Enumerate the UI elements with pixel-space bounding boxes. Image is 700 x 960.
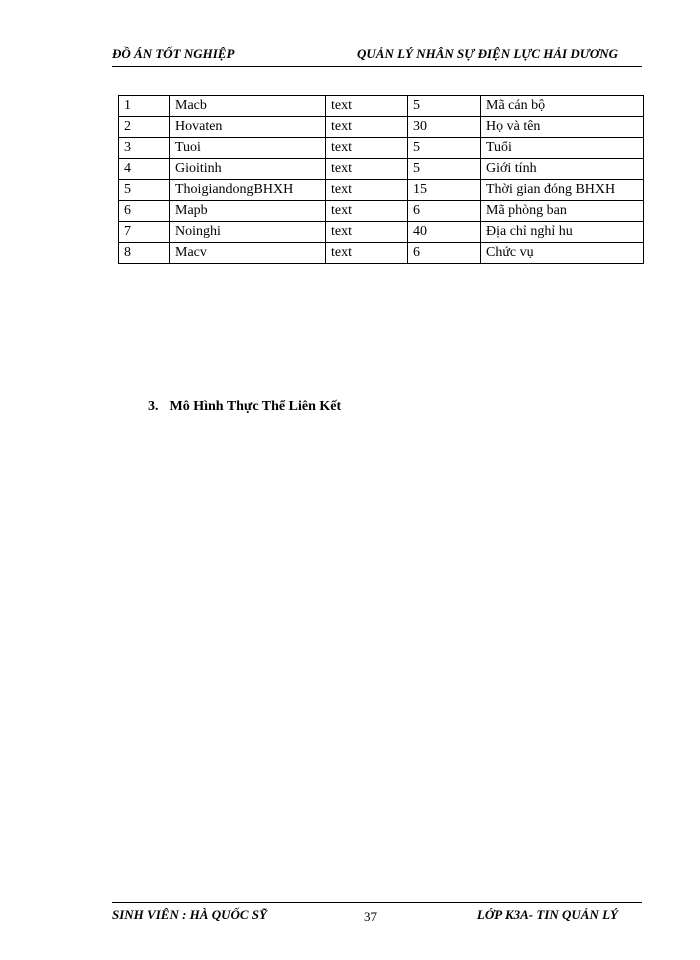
- field-name-cell: Macv: [170, 243, 326, 264]
- field-name-cell: ThoigiandongBHXH: [170, 180, 326, 201]
- table-row: [119, 201, 644, 222]
- row-number-cell: 6: [119, 201, 170, 222]
- footer-student: SINH VIÊN : HÀ QUỐC SỸ: [112, 907, 267, 922]
- field-name-cell: Hovaten: [170, 117, 326, 138]
- field-size-cell: 6: [408, 201, 481, 222]
- table-row: [119, 117, 644, 138]
- data-type-cell: text: [326, 180, 408, 201]
- field-size-cell: 5: [408, 159, 481, 180]
- data-type-cell: text: [326, 201, 408, 222]
- description-cell: Mã phòng ban: [481, 201, 644, 222]
- data-type-cell: text: [326, 96, 408, 117]
- header-right-title: QUẢN LÝ NHÂN SỰ ĐIỆN LỰC HẢI DƯƠNG: [357, 46, 618, 61]
- field-name-cell: Noinghi: [170, 222, 326, 243]
- table-row: [119, 138, 644, 159]
- data-type-cell: text: [326, 159, 408, 180]
- field-size-cell: 6: [408, 243, 481, 264]
- section-title: Mô Hình Thực Thể Liên Kết: [169, 399, 342, 414]
- description-cell: Mã cán bộ: [481, 96, 644, 117]
- row-number-cell: 7: [119, 222, 170, 243]
- field-size-cell: 5: [408, 138, 481, 159]
- data-type-cell: text: [326, 117, 408, 138]
- field-table-body: [119, 96, 644, 264]
- row-number-cell: 8: [119, 243, 170, 264]
- table-row: [119, 159, 644, 180]
- row-number-cell: 1: [119, 96, 170, 117]
- field-size-cell: 30: [408, 117, 481, 138]
- footer-class: LỚP K3A- TIN QUẢN LÝ: [476, 907, 618, 922]
- page-footer: [112, 902, 642, 923]
- row-number-cell: 5: [119, 180, 170, 201]
- table-row: [119, 96, 644, 117]
- field-name-cell: Mapb: [170, 201, 326, 222]
- table-row: [119, 180, 644, 201]
- data-type-cell: text: [326, 243, 408, 264]
- description-cell: Họ và tên: [481, 117, 644, 138]
- table-row: [119, 222, 644, 243]
- description-cell: Thời gian đóng BHXH: [481, 180, 644, 201]
- description-cell: Chức vụ: [481, 243, 644, 264]
- data-type-cell: text: [326, 138, 408, 159]
- description-cell: Tuổi: [481, 138, 644, 159]
- field-table: [118, 95, 644, 264]
- header-left-title: ĐỒ ÁN TỐT NGHIỆP: [112, 46, 235, 61]
- field-size-cell: 5: [408, 96, 481, 117]
- field-size-cell: 15: [408, 180, 481, 201]
- section-heading: [148, 399, 341, 415]
- field-size-cell: 40: [408, 222, 481, 243]
- row-number-cell: 2: [119, 117, 170, 138]
- section-number: 3.: [148, 399, 159, 414]
- field-name-cell: Gioitinh: [170, 159, 326, 180]
- field-name-cell: Macb: [170, 96, 326, 117]
- description-cell: Địa chỉ nghỉ hu: [481, 222, 644, 243]
- page-header: [112, 44, 642, 67]
- table-row: [119, 243, 644, 264]
- page-number: 37: [364, 909, 377, 923]
- row-number-cell: 4: [119, 159, 170, 180]
- data-type-cell: text: [326, 222, 408, 243]
- field-name-cell: Tuoi: [170, 138, 326, 159]
- description-cell: Giới tính: [481, 159, 644, 180]
- row-number-cell: 3: [119, 138, 170, 159]
